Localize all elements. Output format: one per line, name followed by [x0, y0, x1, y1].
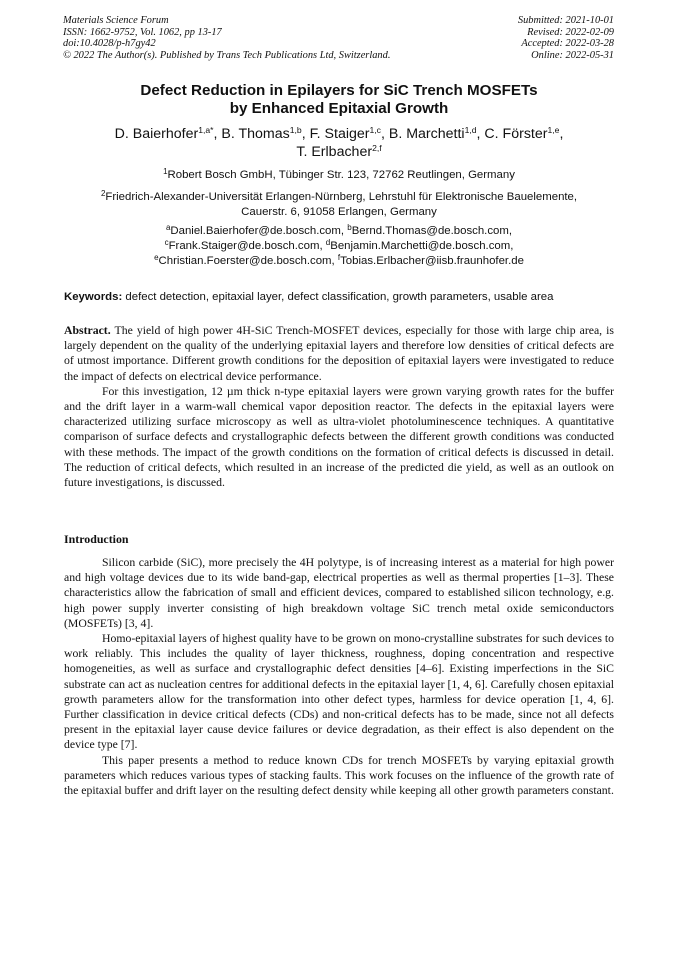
affiliation-text: Robert Bosch GmbH, Tübinger Str. 123, 72762 Reutlingen, Germany: [167, 169, 515, 181]
revised-date: Revised: 2022-02-09: [527, 26, 614, 38]
author-affiliation-mark: 1,a*: [198, 125, 214, 135]
paper-title: [40, 82, 638, 118]
online-date: Online: 2022-05-31: [531, 49, 614, 61]
email-link[interactable]: Frank.Staiger@de.bosch.com: [168, 240, 320, 252]
email-link[interactable]: Christian.Foerster@de.bosch.com: [158, 255, 332, 267]
email-link[interactable]: Tobias.Erlbacher@iisb.fraunhofer.de: [340, 255, 524, 267]
affiliation-text: Friedrich-Alexander-Universität Erlangen-Nürnberg, Lehrstuhl für Elektronische Bauelemente,: [105, 191, 578, 203]
journal-info: [63, 15, 390, 61]
keywords-text: defect detection, epitaxial layer, defect classification, growth parameters, usable area: [125, 291, 554, 303]
author-affiliation-mark: 1,b: [289, 125, 302, 135]
issn-line: ISSN: 1662-9752, Vol. 1062, pp 13-17: [63, 26, 222, 38]
affiliation-mark: 1: [163, 167, 168, 176]
author-affiliation-mark: 1,e: [547, 125, 560, 135]
author-name: B. Thomas: [221, 126, 290, 142]
author-emails: $^a$Daniel.Baierhofer@de.bosch.com, $^b$Bernd.Thomas@de.bosch.com, $^c$Frank.Staiger@de.bosch.com, $^d$Benjamin.Marchetti@de.bosch.com, $^e$Christian.Foerster@de.bosch.com, $^f$Tobias.Erlbacher@iisb.fraunhofer.de: [154, 223, 524, 267]
title-line-1: Defect Reduction in Epilayers for SiC Trench MOSFETs: [140, 82, 538, 99]
copyright-line: © 2022 The Author(s). Published by Trans Tech Publications Ltd, Switzerland.: [63, 49, 391, 61]
keywords-label: Keywords:: [64, 291, 123, 303]
author-name: B. Marchetti: [388, 126, 465, 142]
journal-name: Materials Science Forum: [63, 15, 169, 26]
intro-paragraph: Silicon carbide (SiC), more precisely the 4H polytype, is of increasing interest as a material for high power and high voltage devices due to its wide band-gap, electrical properties as well as thermal properties [1–3]. These characteristics allow the fabrication of small and efficient devices, compared to established silicon technology, e.g. high power supply inverter consisting of high breakdown voltage SiC trench metal oxide semiconductors (MOSFETs) [3, 4].: [64, 556, 614, 630]
affiliation-1: [40, 168, 638, 183]
accepted-date: Accepted: 2022-03-28: [521, 38, 614, 50]
author-name: F. Staiger: [309, 126, 370, 142]
author-list: [40, 125, 638, 161]
email-link[interactable]: Bernd.Thomas@de.bosch.com: [351, 225, 509, 237]
keywords: [64, 290, 624, 305]
author-affiliation-mark: 1,c: [369, 125, 381, 135]
email-link[interactable]: Benjamin.Marchetti@de.bosch.com: [330, 240, 511, 252]
author-name: T. Erlbacher: [296, 144, 373, 160]
abstract-paragraph: The yield of high power 4H-SiC Trench-MOSFET devices, especially for those with large chip area, is largely dependent on the quality of the underlying epitaxial layers and therefore low densities of critical defects are of utmost importance. Different growth conditions for the deposition of epitaxial layers were investigated to reduce the impact of defects on electrical device performance.: [64, 324, 614, 383]
author-name: C. Förster: [484, 126, 548, 142]
affiliation-address: Cauerstr. 6, 91058 Erlangen, Germany: [241, 206, 437, 218]
abstract: [64, 323, 614, 490]
email-link[interactable]: Daniel.Baierhofer@de.bosch.com: [170, 225, 341, 237]
title-line-2: by Enhanced Epitaxial Growth: [229, 100, 449, 117]
section-heading: Introduction: [64, 532, 129, 546]
author-affiliation-mark: 2,f: [372, 143, 382, 153]
author-line-2: [40, 143, 638, 161]
intro-paragraph: This paper presents a method to reduce known CDs for trench MOSFETs by varying epitaxial growth parameters which reduces various types of stacking faults. This work focuses on the influence of the growth rate of the epitaxial buffer and drift layer on the resulting defect density while keeping all other growth parameters constant.: [64, 753, 614, 798]
submitted-date: Submitted: 2021-10-01: [517, 15, 614, 26]
abstract-label: Abstract.: [64, 324, 111, 337]
abstract-paragraph: For this investigation, 12 µm thick n-type epitaxial layers were grown varying growth rates for the buffer and the drift layer in a warm-wall chemical vapor deposition reactor. The defects in the epitaxial layers were characterized utilizing surface microscopy as well as ultra-violet photoluminescence techniques. A quantitative comparison of surface defects and crystallographic defects between the different growth conditions was conducted with these methods. The impact of the growth conditions on the formation of critical defects is discussed in detail. The reduction of critical defects, which resulted in an increase of the predicted die yield, as well as an outlook on future investigations, is discussed.: [64, 384, 614, 490]
publication-dates: [518, 15, 614, 61]
affiliation-2: [40, 190, 638, 220]
author-name: D. Baierhofer: [114, 126, 199, 142]
introduction-body: [64, 555, 614, 798]
author-line-1: D. Baierhofer$^{1,a*}$, B. Thomas$^{1,b}$, F. Staiger$^{1,c}$, B. Marchetti$^{1,d}$, C. Förster$^{1,e}$,: [114, 125, 564, 142]
doi-line: doi:10.4028/p-h7gy42: [63, 38, 156, 50]
author-affiliation-mark: 1,d: [464, 125, 477, 135]
intro-paragraph: Homo-epitaxial layers of highest quality have to be grown on mono-crystalline substrates for such devices to work reliably. This includes the quality of layer thickness, roughness, doping concentration and respective homogeneities, as well as surface and crystallographic defect densities [4–6]. Existing imperfections in the SiC substrate can act as nucleation centres for additional defects in the epitaxial layer [1, 4, 6]. Carefully chosen epitaxial growth parameters allow for the transformation into other defect types, harmless for device operation [1, 4, 6]. Further classification in device critical defects (CDs) and non-critical defects has to be made, since not all defects present in the epitaxial layer cause device failures or device degradation, as their effect is also dependent on the device type [7].: [64, 632, 614, 752]
affiliation-mark: 2: [100, 189, 106, 198]
